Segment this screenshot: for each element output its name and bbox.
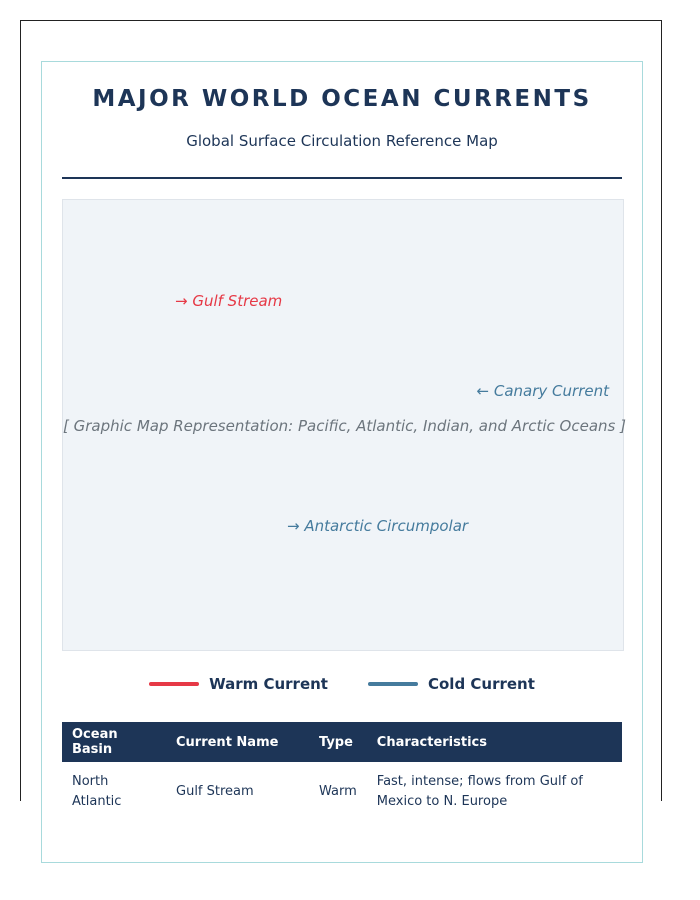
ocean-map-panel: [62, 199, 624, 651]
cell-characteristics: Fast, intense; flows from Gulf of Mexico to N. Europe: [376, 774, 583, 809]
column-header-name: Current Name: [166, 722, 309, 762]
cold-swatch: [368, 682, 418, 686]
legend-item-warm: [149, 675, 328, 693]
cell-name: Gulf Stream: [176, 784, 254, 799]
warm-swatch: [149, 682, 199, 686]
map-label-gulf-stream: → Gulf Stream: [175, 292, 283, 310]
currents-table: [62, 722, 622, 822]
document-page: [41, 61, 643, 863]
table-row: [62, 762, 622, 822]
legend-label-cold: Cold Current: [427, 675, 535, 693]
column-header-basin: Ocean Basin: [62, 722, 166, 762]
column-header-type: Type: [309, 722, 367, 762]
legend-item-cold: [368, 675, 535, 693]
legend: [42, 672, 642, 696]
cell-type: Warm: [319, 784, 357, 799]
legend-label-warm: Warm Current: [209, 675, 328, 693]
header-divider: [62, 177, 622, 179]
map-label-antarctic-circumpolar: → Antarctic Circumpolar: [287, 517, 469, 535]
cell-basin: North Atlantic: [72, 774, 122, 809]
map-label-canary-current: ← Canary Current: [476, 382, 609, 400]
page-title: MAJOR WORLD OCEAN CURRENTS: [92, 86, 592, 112]
map-caption: [ Graphic Map Representation: Pacific, Atlantic, Indian, and Arctic Oceans ]: [63, 417, 626, 435]
page-subtitle: Global Surface Circulation Reference Map: [186, 132, 498, 150]
column-header-characteristics: Characteristics: [367, 722, 622, 762]
table-header-row: [62, 722, 622, 762]
browser-viewport: [20, 20, 662, 809]
